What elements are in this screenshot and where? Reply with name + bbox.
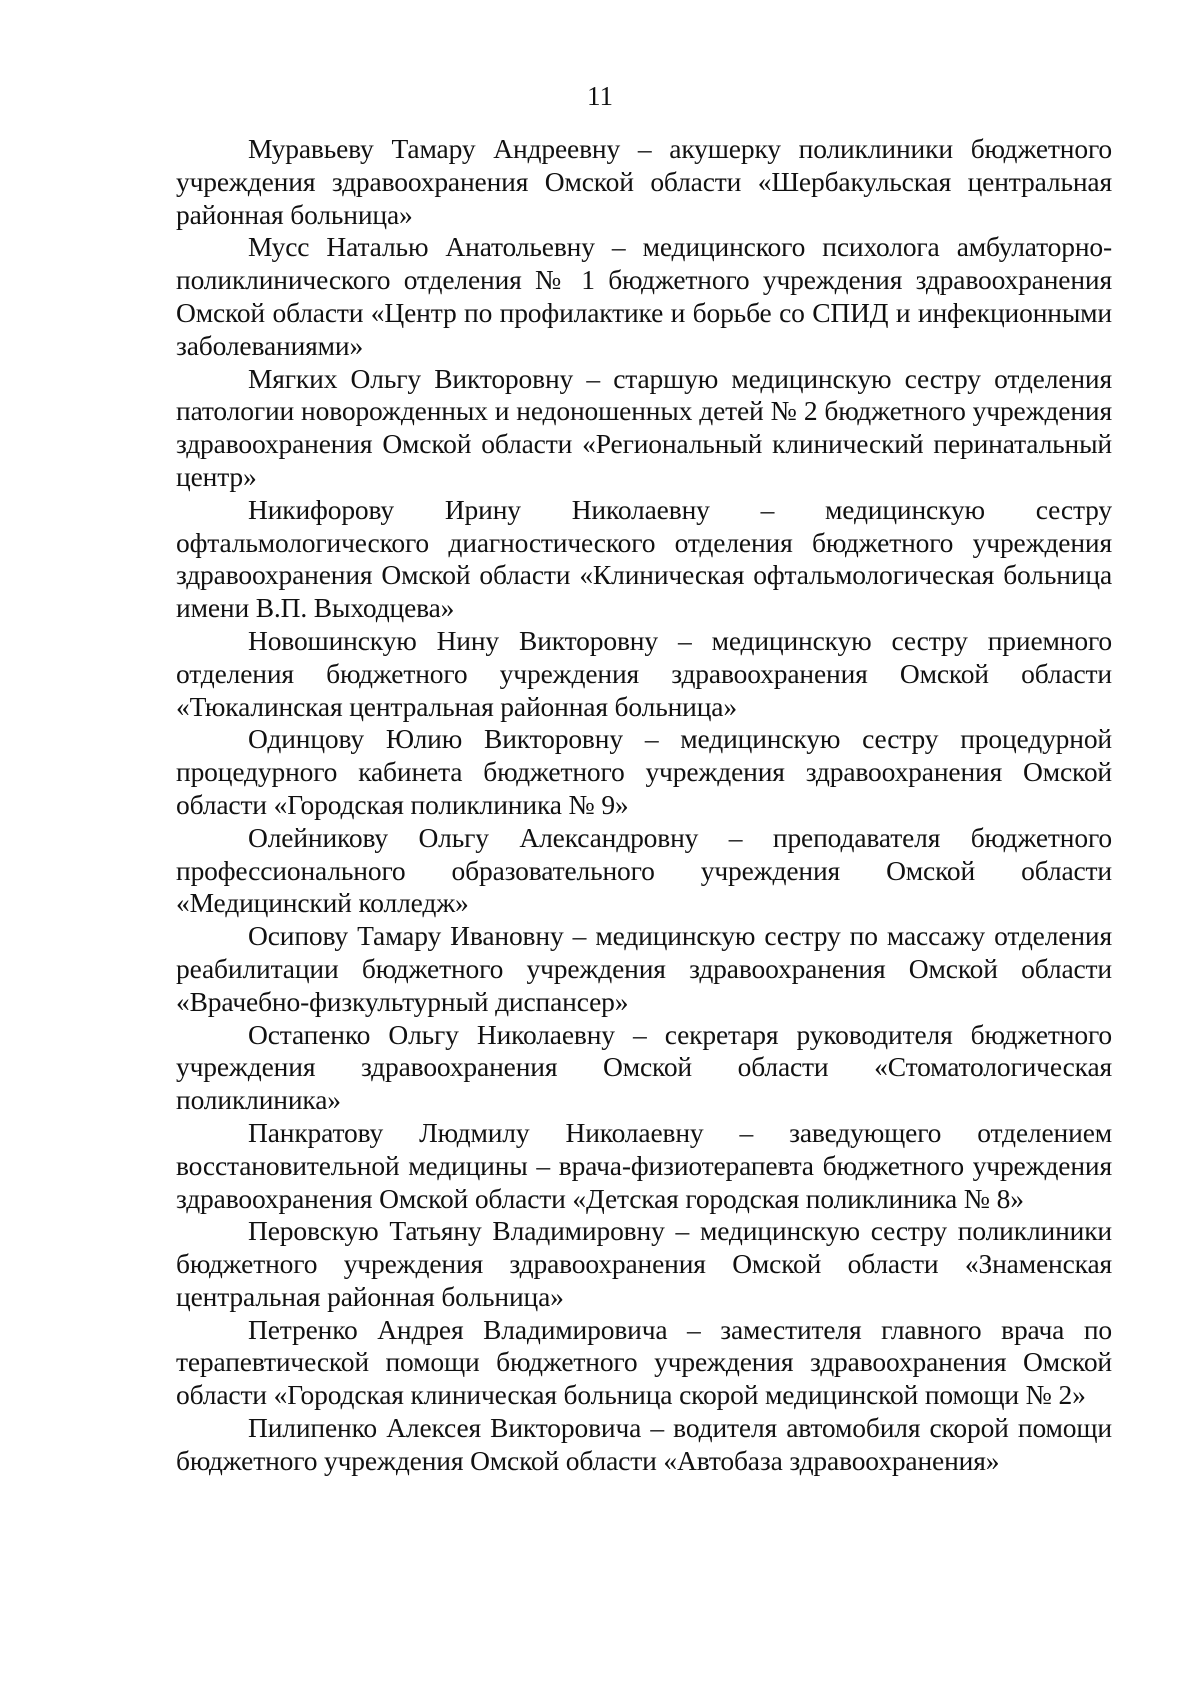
list-item: Новошинскую Нину Викторовну – медицинскую сестру приемного отделения бюджетного учреждения здравоохранения Омской области «Тюкалинская центральная районная больница» <box>176 624 1112 722</box>
list-item: Пилипенко Алексея Викторовича – водителя автомобиля скорой помощи бюджетного учреждения Омской области «Автобаза здравоохранения» <box>176 1412 1112 1476</box>
entries-list <box>176 133 1112 1478</box>
list-item: Перовскую Татьяну Владимировну – медицинскую сестру поликлиники бюджетного учреждения здравоохранения Омской области «Знаменская центральная районная больница» <box>176 1215 1112 1312</box>
list-item: Муравьеву Тамару Андреевну – акушерку поликлиники бюджетного учреждения здравоохранения Омской области «Шербакульская центральная районная больница» <box>176 133 1112 230</box>
list-item: Олейникову Ольгу Александровну – преподавателя бюджетного профессионального образовательного учреждения Омской области «Медицинский колледж» <box>176 821 1112 919</box>
list-item: Одинцову Юлию Викторовну – медицинскую сестру процедурной процедурного кабинета бюджетного учреждения здравоохранения Омской области «Городская поликлиника № 9» <box>176 723 1112 820</box>
page-number: 11 <box>587 81 613 111</box>
list-item: Панкратову Людмилу Николаевну – заведующего отделением восстановительной медицины – врача-физиотерапевта бюджетного учреждения здравоохранения Омской области «Детская городская поликлиника № 8» <box>176 1116 1112 1214</box>
list-item: Никифорову Ирину Николаевну – медицинскую сестру офтальмологического диагностического отделения бюджетного учреждения здравоохранения Омской области «Клиническая офтальмологическая больница имени В.П. Выходцева» <box>176 493 1112 624</box>
list-item: Остапенко Ольгу Николаевну – секретаря руководителя бюджетного учреждения здравоохранения Омской области «Стоматологическая поликлиника» <box>176 1018 1112 1116</box>
list-item: Мягких Ольгу Викторовну – старшую медицинскую сестру отделения патологии новорожденных и недоношенных детей № 2 бюджетного учреждения здравоохранения Омской области «Региональный клинический перинатальный центр» <box>176 362 1112 492</box>
list-item: Мусс Наталью Анатольевну – медицинского психолога амбулаторно-поликлинического отделения № 1 бюджетного учреждения здравоохранения Омской области «Центр по профилактике и борьбе со СПИД и инфекционными заболеваниями» <box>176 231 1112 361</box>
list-item: Осипову Тамару Ивановну – медицинскую сестру по массажу отделения реабилитации бюджетного учреждения здравоохранения Омской области «Врачебно-физкультурный диспансер» <box>176 920 1112 1017</box>
list-item: Петренко Андрея Владимировича – заместителя главного врача по терапевтической помощи бюджетного учреждения здравоохранения Омской области «Городская клиническая больница скорой медицинской помощи № 2» <box>176 1313 1112 1411</box>
